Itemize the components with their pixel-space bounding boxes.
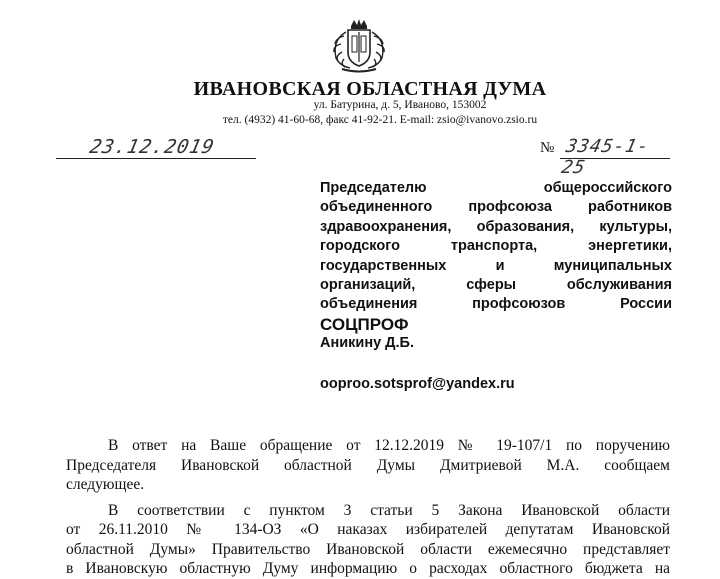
paragraph-line: областной Думы» Правительство Ивановской области ежемесячно представляет — [66, 540, 670, 558]
registration-date: 23.12.2019 — [87, 136, 217, 158]
registration-date-field — [56, 136, 256, 159]
addressee-email: ooproo.sotsprof@yandex.ru — [320, 376, 515, 392]
addressee-line: Председателю общероссийского — [320, 180, 672, 196]
paragraph-1 — [66, 436, 670, 495]
paragraph-line: в Ивановскую областную Думу информацию о расходах областного бюджета на — [66, 560, 670, 577]
org-contacts: тел. (4932) 41-60-68, факс 41-92-21. E-mail: zsio@ivanovo.zsio.ru — [222, 114, 538, 126]
addressee-line: государственных и муниципальных — [320, 257, 672, 274]
registration-number-line — [559, 136, 670, 178]
addressee-block — [320, 179, 672, 354]
addressee-name: Аникину Д.Б. — [320, 335, 414, 352]
paragraph-line: В соответствии с пунктом 3 статьи 5 Закона Ивановской области — [108, 501, 670, 519]
org-address: ул. Батурина, д. 5, Иваново, 153002 — [313, 99, 487, 111]
org-title: ИВАНОВСКАЯ ОБЛАСТНАЯ ДУМА — [193, 78, 547, 100]
paragraph-2 — [66, 501, 670, 579]
addressee-line: объединенного профсоюза работников — [320, 199, 672, 216]
addressee-line: организаций, сферы обслуживания — [320, 277, 672, 294]
coat-of-arms-icon — [324, 18, 394, 74]
paragraph-line: В ответ на Ваше обращение от 12.12.2019 № 19-107/1 по поручению — [108, 437, 670, 454]
paragraph-line: следующее. — [66, 476, 145, 493]
addressee-line: СОЦПРОФ — [320, 314, 409, 334]
letter-body — [66, 436, 670, 579]
number-sign: № — [540, 140, 555, 156]
registration-number-field — [540, 136, 670, 178]
paragraph-line: Председателя Ивановской областной Думы Дмитриевой М.А. сообщаем — [66, 456, 670, 474]
registration-number: 3345-1-25 — [559, 136, 652, 178]
addressee-line: здравоохранения, образования, культуры, — [320, 218, 672, 235]
paragraph-line: от 26.11.2010 № 134-ОЗ «О наказах избирателей депутатам Ивановской — [66, 521, 670, 538]
addressee-line: объединения профсоюзов России — [320, 296, 672, 313]
addressee-line: городского транспорта, энергетики, — [320, 238, 672, 255]
